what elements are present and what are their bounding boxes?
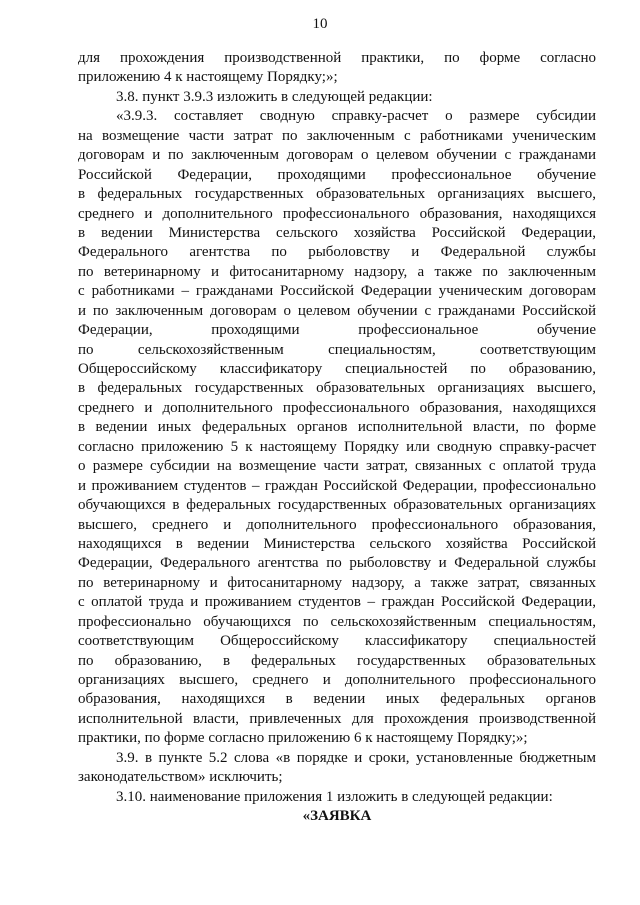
text-line: 3.9. в пункте 5.2 слова «в порядке и сроки, установленные бюджетным xyxy=(116,749,596,766)
text-line: образования, находящихся в ведении иных федеральных органов xyxy=(78,691,596,708)
text-line: Федерального агентства по рыболовству и Федеральной службы xyxy=(78,244,596,261)
text-line: Федерации, проходящими профессиональное обучение xyxy=(78,322,596,339)
text-line: находящихся в ведении Министерства сельского хозяйства Российской xyxy=(78,535,596,552)
text-line: для прохождения производственной практики, по форме согласно xyxy=(78,50,596,66)
text-line: «3.9.3. составляет сводную справку-расчет о размере субсидии xyxy=(116,108,596,125)
text-line: в ведении Министерства сельского хозяйства Российской Федерации, xyxy=(78,224,596,241)
text-line: согласно приложению 5 к настоящему Порядку или сводную справку-расчет xyxy=(78,438,596,455)
page-number: 10 xyxy=(312,16,328,32)
text-line: 3.10. наименование приложения 1 изложить в следующей редакции: xyxy=(116,788,553,805)
text-line: среднего и дополнительного профессионального образования, находящихся xyxy=(78,399,596,416)
text-line: и проживанием студентов – граждан Российской Федерации, профессионально xyxy=(78,477,596,494)
text-line: и по заключенным договорам о целевом обучении с гражданами Российской xyxy=(78,302,596,319)
text-line: по образованию, в федеральных государственных образовательных xyxy=(78,652,596,669)
text-line: обучающихся в федеральных государственных образовательных организациях xyxy=(78,497,596,514)
text-line: в федеральных государственных образовательных организациях высшего, xyxy=(78,380,596,397)
text-line: в федеральных государственных образовательных организациях высшего, xyxy=(78,186,596,203)
text-line: 3.8. пункт 3.9.3 изложить в следующей редакции: xyxy=(116,88,433,105)
text-line: на возмещение части затрат по заключенным с работниками ученическим xyxy=(78,127,596,144)
text-line: соответствующим Общероссийскому классификатору специальностей xyxy=(78,633,596,650)
text-line: с работниками – гражданами Российской Федерации ученическим договорам xyxy=(78,283,596,300)
text-line: о размере субсидии на возмещение части затрат, связанных с оплатой труда xyxy=(78,458,596,475)
document-body xyxy=(78,49,596,827)
text-line: по ветеринарному и фитосанитарному надзору, а также по заключенным xyxy=(78,263,596,280)
text-line: высшего, среднего и дополнительного профессионального образования, xyxy=(78,516,596,533)
text-line: практики, по форме согласно приложению 6 к настоящему Порядку;»; xyxy=(78,730,528,747)
text-line: по ветеринарному и фитосанитарному надзору, а также затрат, связанных xyxy=(78,574,596,591)
text-line: среднего и дополнительного профессионального образования, находящихся xyxy=(78,205,596,222)
text-line: договорам и по заключенным договорам о целевом обучении с гражданами xyxy=(78,147,596,164)
text-line: по сельскохозяйственным специальностям, соответствующим xyxy=(78,341,596,358)
text-line: Общероссийскому классификатору специальностей по образованию, xyxy=(78,361,596,377)
text-line: приложению 4 к настоящему Порядку;»; xyxy=(78,69,338,86)
text-line: законодательством» исключить; xyxy=(78,769,283,786)
text-line: Российской Федерации, проходящими профессиональное обучение xyxy=(78,166,596,183)
text-line: организациях высшего, среднего и дополнительного профессионального xyxy=(78,672,596,688)
section-heading: «ЗАЯВКА xyxy=(302,808,372,825)
text-line: в ведении иных федеральных органов исполнительной власти, по форме xyxy=(78,419,596,436)
text-line: исполнительной власти, привлеченных для прохождения производственной xyxy=(78,710,596,727)
text-line: профессионально обучающихся по сельскохозяйственным специальностям, xyxy=(78,613,596,630)
text-line: Федерации, Федерального агентства по рыболовству и Федеральной службы xyxy=(78,555,596,572)
text-line: с оплатой труда и проживанием студентов – граждан Российской Федерации, xyxy=(78,594,596,611)
